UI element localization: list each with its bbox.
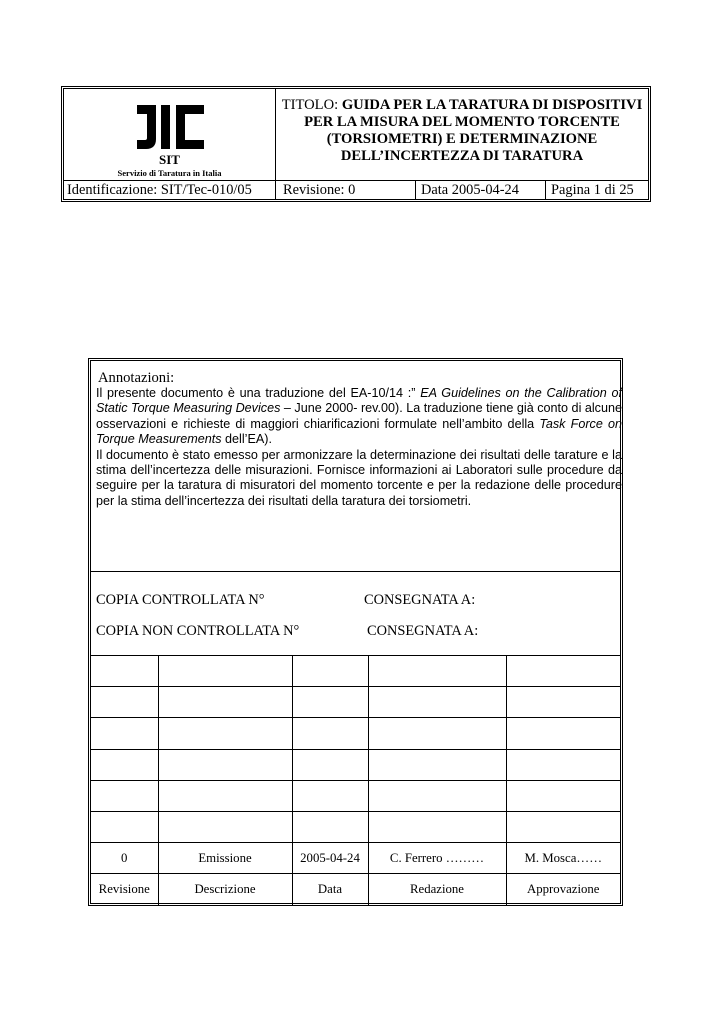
controlled-copy-delivered-label: CONSEGNATA A: bbox=[364, 592, 476, 608]
title-line-2: PER LA MISURA DEL MOMENTO TORCENTE bbox=[304, 114, 620, 130]
table-row bbox=[91, 811, 620, 842]
copies-section bbox=[91, 572, 620, 656]
annotations-body bbox=[96, 386, 622, 509]
page-number: Pagina 1 di 25 bbox=[551, 182, 634, 198]
entry-revision: 0 bbox=[91, 843, 158, 874]
document-title bbox=[276, 89, 648, 180]
issue-date: Data 2005-04-24 bbox=[416, 181, 546, 199]
annotations-section bbox=[91, 361, 620, 572]
logo-cell bbox=[64, 89, 276, 180]
revision-table bbox=[91, 656, 620, 905]
uncontrolled-copy-label: COPIA NON CONTROLLATA N° bbox=[96, 623, 300, 639]
controlled-copy-label: COPIA CONTROLLATA N° bbox=[96, 592, 265, 608]
header-description: Descrizione bbox=[158, 874, 292, 905]
entry-description: Emissione bbox=[158, 843, 292, 874]
annotations-paragraph-2: Il documento è stato emesso per armonizzare la determinazione dei risultati delle tarature e la stima dell’incertezza delle misurazioni. Fornisce informazioni ai Laboratori sulle procedure da seguire per la taratura di misuratori del momento torcente e per la redazione delle procedure per la stima dell’incertezza dei risultati della taratura dei torsiometri. bbox=[96, 447, 622, 508]
document-control-box bbox=[88, 358, 623, 906]
table-row bbox=[91, 780, 620, 811]
annotations-paragraph-1: Il presente documento è una traduzione del EA-10/14 :” EA Guidelines on the Calibration of Static Torque Measuring Devices – June 2000- rev.00). La traduzione tiene già conto di alcune osservazioni e richieste di maggiori chiarificazioni formulate nell’ambito della Task Force on Torque Measurements dell’EA). bbox=[96, 386, 622, 447]
revision-header-row bbox=[91, 874, 620, 905]
title-prefix: TITOLO: bbox=[281, 97, 342, 113]
header-revision: Revisione bbox=[91, 874, 158, 905]
entry-date: 2005-04-24 bbox=[292, 843, 368, 874]
entry-approver: M. Mosca…… bbox=[506, 843, 620, 874]
revision-entry-row bbox=[91, 843, 620, 874]
identification-code: Identificazione: SIT/Tec-010/05 bbox=[64, 181, 276, 199]
title-line-1: GUIDA PER LA TARATURA DI DISPOSITIVI bbox=[341, 97, 643, 113]
title-line-3: (TORSIOMETRI) E DETERMINAZIONE bbox=[326, 131, 598, 147]
uncontrolled-copy-delivered-label: CONSEGNATA A: bbox=[367, 623, 479, 639]
header-approver: Approvazione bbox=[506, 874, 620, 905]
table-row bbox=[91, 656, 620, 687]
table-row bbox=[91, 718, 620, 749]
logo-abbreviation: SIT bbox=[159, 152, 180, 167]
title-line-4: DELL’INCERTEZZA DI TARATURA bbox=[340, 148, 584, 164]
logo-subtitle: Servizio di Taratura in Italia bbox=[117, 168, 222, 178]
document-header bbox=[61, 86, 651, 202]
header-author: Redazione bbox=[368, 874, 506, 905]
revision-number: Revisione: 0 bbox=[276, 181, 416, 199]
table-row bbox=[91, 687, 620, 718]
annotations-title: Annotazioni: bbox=[98, 370, 175, 386]
table-row bbox=[91, 749, 620, 780]
entry-author: C. Ferrero ……… bbox=[368, 843, 506, 874]
header-date: Data bbox=[292, 874, 368, 905]
identification-row bbox=[64, 180, 648, 199]
sit-logo-icon bbox=[136, 105, 205, 149]
